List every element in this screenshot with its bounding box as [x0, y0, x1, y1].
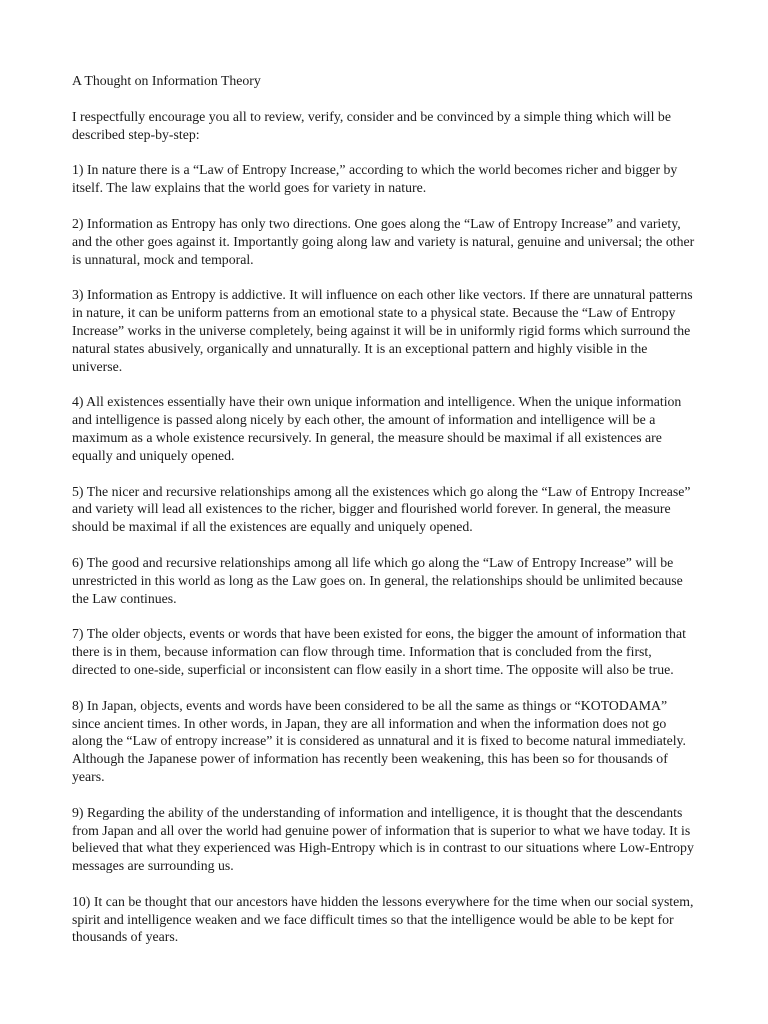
paragraph-5: 5) The nicer and recursive relationships among all the existences which go along the “Law of Entropy Increase” and variety will lead all existences to the richer, bigger and flourished world forever. In general, the measure should be maximal if all the existences are equally and uniquely opened.	[72, 483, 691, 535]
document-page	[72, 72, 696, 964]
paragraph-7: 7) The older objects, events or words that have been existed for eons, the bigger the amount of information that there is in them, because information can flow through time. Information that is concluded from the first, directed to one-side, superficial or inconsistent can flow easily in a short time. The opposite will also be true.	[72, 626, 686, 677]
paragraph-10: 10) It can be thought that our ancestors have hidden the lessons everywhere for the time when our social system, spirit and intelligence weaken and we face difficult times so that the intelligence would be able to be kept for thousands of years.	[72, 893, 694, 945]
paragraph-3: 3) Information as Entropy is addictive. It will influence on each other like vectors. If there are unnatural patterns in nature, it can be uniform patterns from an emotional state to a physical state. Because the “Law of Entropy Increase” works in the universe completely, being against it will be in uniformly rigid forms which surround the natural states abusively, organically and unnaturally. It is an exceptional pattern and highly visible in the universe.	[72, 287, 693, 374]
paragraph-1: 1) In nature there is a “Law of Entropy Increase,” according to which the world becomes richer and bigger by itself. The law explains that the world goes for variety in nature.	[72, 162, 678, 196]
paragraph-6: 6) The good and recursive relationships among all life which go along the “Law of Entropy Increase” will be unrestricted in this world as long as the Law goes on. In general, the relationships should be unlimited because the Law continues.	[72, 554, 683, 606]
intro-paragraph: I respectfully encourage you all to review, verify, consider and be convinced by a simple thing which will be described step-by-step:	[72, 108, 671, 142]
paragraph-8: 8) In Japan, objects, events and words have been considered to be all the same as things or “KOTODAMA” since ancient times. In other words, in Japan, they are all information and when the information does not go along the “Law of entropy increase” it is considered as unnatural and it is fixed to become natural immediately. Although the Japanese power of information has recently been weakening, this has been so for thousands of years.	[72, 697, 687, 784]
document-title: A Thought on Information Theory	[72, 73, 261, 88]
paragraph-9: 9) Regarding the ability of the understanding of information and intelligence, it is thought that the descendants from Japan and all over the world had genuine power of information that is superior to what we have today. It is believed that what they experienced was High-Entropy which is in contrast to our situations where Low-Entropy messages are surrounding us.	[72, 804, 694, 874]
paragraph-2: 2) Information as Entropy has only two directions. One goes along the “Law of Entropy Increase” and variety, and the other goes against it. Importantly going along law and variety is natural, genuine and universal; the other is unnatural, mock and temporal.	[72, 215, 695, 267]
paragraph-4: 4) All existences essentially have their own unique information and intelligence. When the unique information and intelligence is passed along nicely by each other, the amount of information and intelligence will be a maximum as a whole existence recursively. In general, the measure should be maximal if all existences are equally and uniquely opened.	[72, 394, 682, 463]
